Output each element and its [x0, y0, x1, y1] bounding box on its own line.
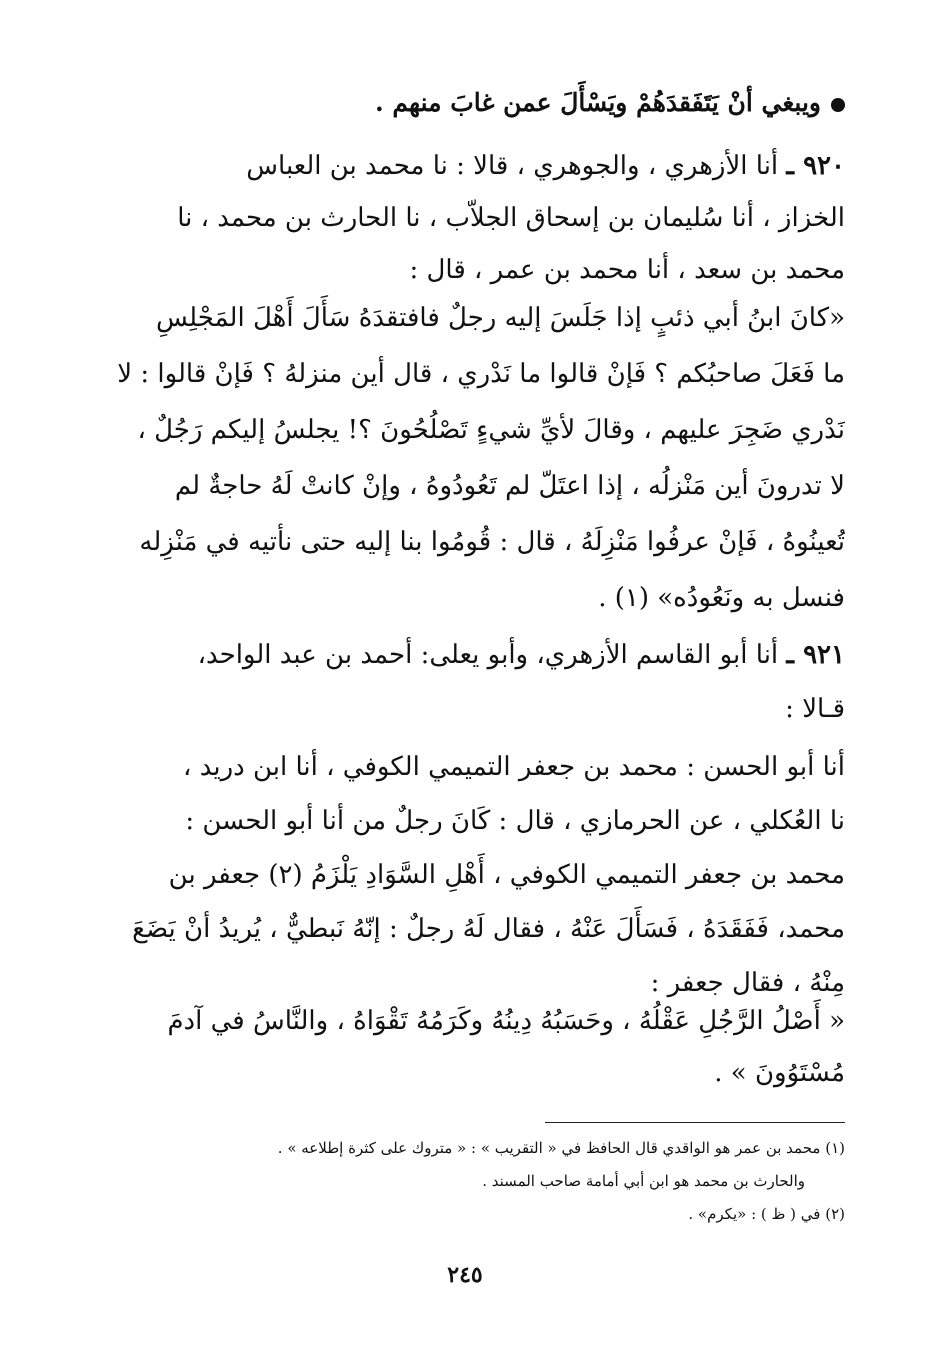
footnote-divider	[545, 1122, 845, 1123]
bullet-icon	[831, 98, 845, 112]
text-line: محمد بن سعد ، أنا محمد بن عمر ، قال :	[409, 255, 845, 285]
page-number: ٢٤٥	[447, 1262, 483, 1288]
text-line: مُسْتَوُونَ » .	[714, 1058, 845, 1088]
text-line: ٩٢١ ـ أنا أبو القاسم الأزهري، وأبو يعلى: أحمد بن عبد الواحد،	[197, 640, 845, 670]
text-line: محمد، فَفَقَدَهُ ، فَسَأَلَ عَنْهُ ، فقال لَهُ رجلٌ : إنّهُ نَبطيٌّ ، يُريدُ أنْ يَضَعَ	[132, 914, 845, 944]
text-line: محمد بن جعفر التميمي الكوفي ، أَهْلِ السَّوَادِ يَلْزَمُ (٢) جعفر بن	[168, 860, 845, 890]
paragraph-921	[85, 628, 845, 736]
paragraph-920	[85, 140, 845, 296]
hadith-number: ٩٢١ ـ	[786, 640, 845, 670]
text-line: أنا أبو الحسن : محمد بن جعفر التميمي الكوفي ، أنا ابن دريد ،	[183, 752, 845, 782]
text-line: قـالا :	[785, 694, 845, 724]
text-line: فنسل به ونَعُودُه» (١) .	[598, 583, 845, 613]
text-line: مِنْهُ ، فقال جعفر :	[650, 968, 845, 998]
text-line: تُعينُوهُ ، فَإنْ عرفُوا مَنْزِلَهُ ، قال : قُومُوا بنا إليه حتى نأتيه في مَنْزِله	[139, 527, 845, 557]
footnote: والحارث بن محمد هو ابن أبي أمامة صاحب المسند .	[482, 1172, 805, 1190]
text-line: «كانَ ابنُ أبي ذئبٍ إذا جَلَسَ إليه رجلٌ فافتقدَهُ سَأَلَ أَهْلَ المَجْلِسِ	[155, 303, 845, 333]
paragraph-921-body	[85, 740, 845, 1010]
text-line: نا العُكلي ، عن الحرمازي ، قال : كَانَ رجلٌ من أنا أبو الحسن :	[185, 806, 845, 836]
text-line: ٩٢٠ ـ أنا الأزهري ، والجوهري ، قالا : نا محمد بن العباس	[246, 151, 845, 181]
section-heading: ويبغي أنْ يَتَفَقدَهُمْ ويَسْأَلَ عمن غابَ منهم .	[85, 80, 845, 126]
text-line: ما فَعَلَ صاحبُكم ؟ فَإنْ قالوا ما نَدْري ، قال أين منزلهُ ؟ فَإنْ قالوا : لا	[117, 359, 845, 389]
footnote: (١) محمد بن عمر هو الواقدي قال الحافظ في « التقريب » : « متروك على كثرة إطلاعه » .	[277, 1139, 845, 1157]
text-line: نَدْري ضَجِرَ عليهم ، وقالَ لأيِّ شيءٍ تَصْلُحُونَ ؟! يجلسُ إليكم رَجُلٌ ،	[137, 415, 845, 445]
quote-1	[85, 290, 845, 626]
text-line: « أَصْلُ الرَّجُلِ عَقْلُهُ ، وحَسَبُهُ دِينُهُ وكَرَمُهُ تَقْوَاهُ ، والنَّاسُ في آدمَ	[167, 1006, 845, 1036]
quote-2	[85, 995, 845, 1099]
text-line: الخزاز ، أنا سُليمان بن إسحاق الجلاّب ، نا الحارث بن محمد ، نا	[177, 203, 845, 233]
footnotes	[85, 1132, 845, 1231]
footnote: (٢) في ( ظ ) : «يكرم» .	[688, 1205, 845, 1223]
text-line: لا تدرونَ أين مَنْزلُه ، إذا اعتَلّ لم تَعُودُوهُ ، وإنْ كانتْ لَهُ حاجةٌ لم	[174, 471, 845, 501]
hadith-number: ٩٢٠ ـ	[786, 151, 845, 181]
